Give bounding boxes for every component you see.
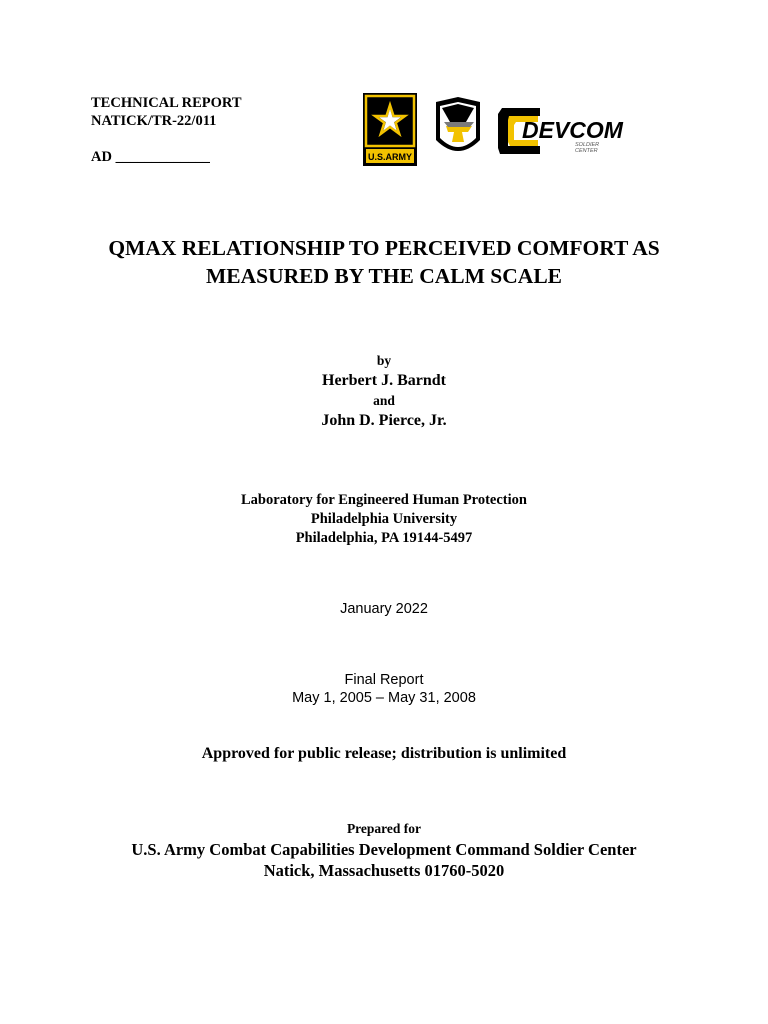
distribution-statement: Approved for public release; distribution is unlimited	[201, 745, 567, 762]
affiliation-university: Philadelphia University	[310, 511, 458, 527]
report-type: TECHNICAL REPORT	[91, 95, 242, 111]
report-status	[0, 671, 768, 707]
prepared-for-org-address: Natick, Massachusetts 01760-5020	[263, 861, 505, 880]
devcom-logo-text: DEVCOM	[522, 117, 623, 143]
prepared-for-org-name: U.S. Army Combat Capabilities Development Command Soldier Center	[131, 840, 637, 859]
report-title	[0, 234, 768, 290]
report-title-line-2: MEASURED BY THE CALM SCALE	[206, 264, 562, 288]
prepared-for-organization	[0, 839, 768, 881]
affiliation-lab: Laboratory for Engineered Human Protection	[241, 492, 527, 508]
prepared-for-label: Prepared for	[346, 821, 422, 836]
us-army-logo	[363, 93, 417, 166]
soldier-center-shield-logo	[436, 97, 480, 151]
devcom-sub-soldier: SOLDIER	[575, 142, 600, 148]
report-title-line-1: QMAX RELATIONSHIP TO PERCEIVED COMFORT AS	[108, 236, 660, 260]
devcom-sub-center: CENTER	[575, 148, 598, 154]
devcom-logo	[498, 108, 624, 154]
author-2: John D. Pierce, Jr.	[321, 412, 447, 429]
report-number: NATICK/TR-22/011	[91, 113, 217, 129]
ad-number-line: AD _____________	[91, 149, 210, 165]
affiliation-address: Philadelphia, PA 19144-5497	[295, 530, 473, 546]
and-label: and	[373, 393, 395, 408]
by-label: by	[376, 353, 392, 368]
report-period: May 1, 2005 – May 31, 2008	[292, 690, 476, 706]
report-metadata	[91, 94, 242, 166]
author-1: Herbert J. Barndt	[322, 372, 446, 389]
logos-svg	[362, 92, 637, 168]
logo-bar	[362, 92, 637, 168]
report-date: January 2022	[340, 601, 428, 617]
report-status-label: Final Report	[344, 672, 424, 688]
affiliation	[0, 491, 768, 548]
us-army-logo-text: U.S.ARMY	[367, 152, 413, 162]
